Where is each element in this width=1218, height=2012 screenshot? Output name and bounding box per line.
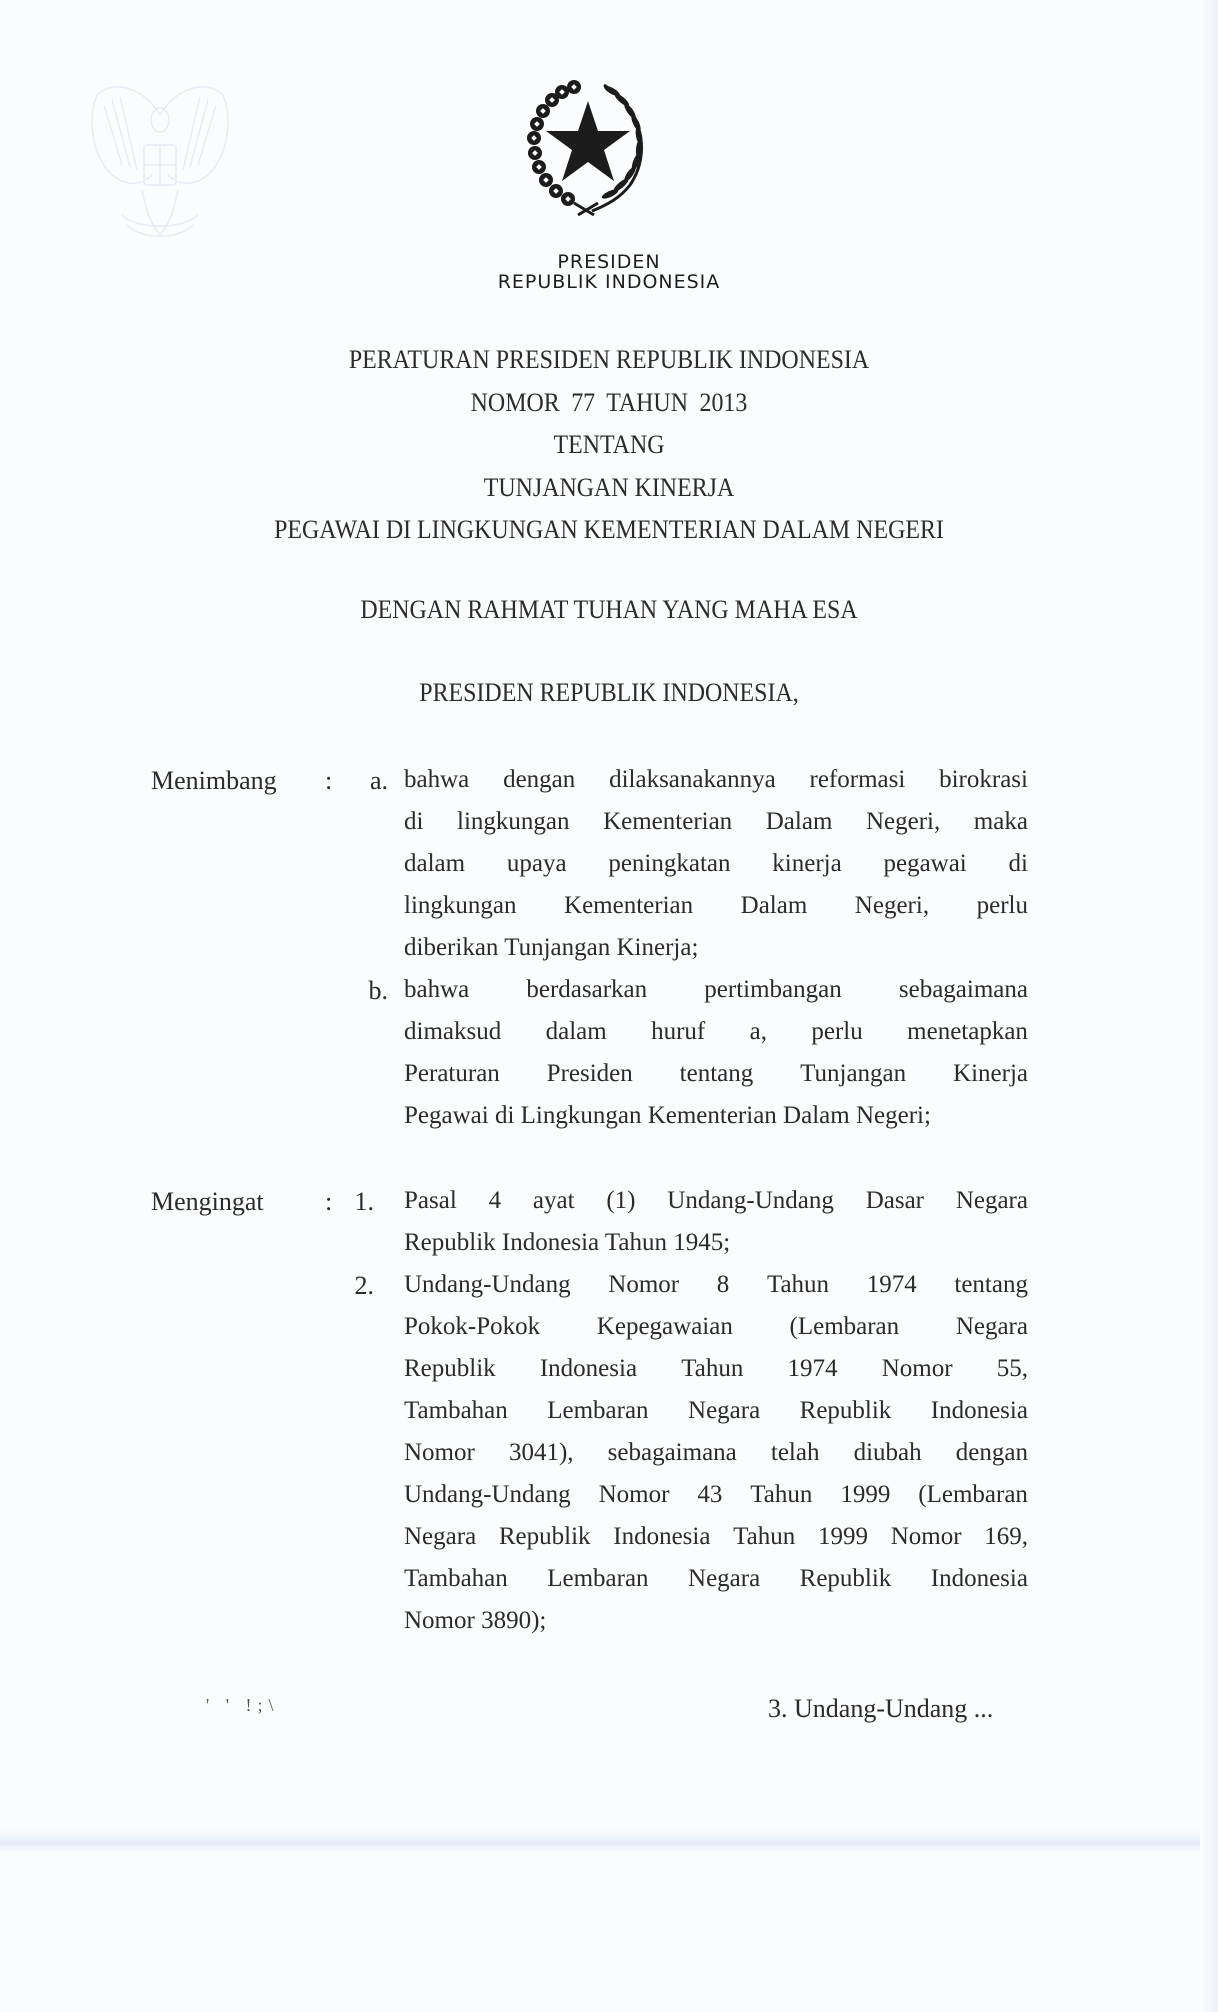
word: Indonesia [930,1397,1028,1424]
word: Negeri, [854,892,930,919]
word: upaya [506,850,567,877]
word: Kementerian [603,808,733,835]
regulation-tentang: TENTANG [553,430,665,459]
word: Republik [799,1565,892,1592]
word: Tahun [766,1271,830,1298]
mengingat-item-2-line [404,1355,1028,1383]
word: Indonesia [539,1355,638,1382]
word: maka [973,808,1028,835]
word: lingkungan [404,892,517,919]
word: Negara [404,1523,477,1550]
regulation-subject-line2: PEGAWAI DI LINGKUNGAN KEMENTERIAN DALAM NEGERI [274,515,944,544]
scan-artifact-band [0,1830,1200,1852]
word: tentang [679,1060,754,1087]
text-line: Pegawai di Lingkungan Kementerian Dalam Negeri; [404,1102,931,1129]
word: tentang [954,1271,1028,1298]
word: perlu [811,1018,863,1045]
word: Republik [799,1397,892,1424]
continuation-catchword: 3. Undang-Undang ... [768,1694,994,1723]
mengingat-item-2-line [404,1271,1028,1299]
word: 3041), [508,1439,574,1466]
word: 55, [996,1355,1028,1382]
mengingat-item-1-line [404,1187,1028,1215]
word: bahwa [404,766,470,793]
mengingat-colon: : [325,1187,333,1216]
word: berdasarkan [526,976,648,1003]
mengingat-label: Mengingat [151,1187,264,1216]
menimbang-item-a-line [404,808,1028,836]
word: pertimbangan [704,976,842,1003]
word: birokrasi [939,766,1028,793]
word: Lembaran [547,1565,649,1592]
word: Presiden [546,1060,633,1087]
word: Tahun [733,1523,796,1550]
text-line: Republik Indonesia Tahun 1945; [404,1229,731,1256]
menimbang-item-b-line [404,1102,1028,1130]
word: Dalam [765,808,833,835]
word: di [404,808,424,835]
mengingat-item-1-marker: 1. [354,1187,374,1216]
menimbang-item-b-line [404,976,1028,1004]
word: dengan [955,1439,1028,1466]
word: Indonesia [613,1523,711,1550]
word: Undang-Undang [404,1271,571,1298]
word: huruf [651,1018,706,1045]
word: Republik [498,1523,591,1550]
word: Negara [955,1313,1028,1340]
word: Negara [688,1397,761,1424]
word: Nomor [890,1523,962,1550]
text-line: Nomor 3890); [404,1607,547,1634]
presidential-seal-star-wreath-icon [512,73,662,219]
menimbang-label: Menimbang [151,766,277,795]
word: 169, [984,1523,1028,1550]
word: 43 [697,1481,723,1508]
regulation-subject-line1: TUNJANGAN KINERJA [483,473,735,502]
mengingat-item-2-line [404,1607,1028,1635]
word: dimaksud [404,1018,502,1045]
word: Nomor [598,1481,670,1508]
word: Negeri, [865,808,941,835]
regulation-title: PERATURAN PRESIDEN REPUBLIK INDONESIA [348,345,870,374]
word: (Lembaran [918,1481,1028,1508]
word: lingkungan [457,808,570,835]
mengingat-item-2-line [404,1523,1028,1551]
word: Undang-Undang [404,1481,571,1508]
menimbang-item-b-line [404,1060,1028,1088]
word: Nomor [404,1439,475,1466]
word: Kinerja [953,1060,1028,1087]
mengingat-item-2-line [404,1481,1028,1509]
menimbang-colon: : [325,766,333,795]
word: dalam [545,1018,607,1045]
word: Nomor [881,1355,953,1382]
word: dalam [404,850,466,877]
word: 8 [716,1271,730,1298]
garuda-pancasila-watermark-icon [82,75,238,245]
word: telah [770,1439,820,1466]
word: Peraturan [404,1060,500,1087]
invocation: DENGAN RAHMAT TUHAN YANG MAHA ESA [360,595,858,624]
menimbang-item-b-marker: b. [368,976,388,1005]
menimbang-item-a-line [404,892,1028,920]
word: ayat [532,1187,575,1214]
word: perlu [976,892,1028,919]
word: dengan [503,766,576,793]
word: peningkatan [608,850,731,877]
scan-edge-shadow [1202,0,1218,2012]
mengingat-item-2-line [404,1439,1028,1467]
word: 1999 [817,1523,868,1550]
word: 4 [488,1187,502,1214]
word: Tahun [681,1355,744,1382]
word: Dasar [865,1187,925,1214]
word: dilaksanakannya [609,766,776,793]
word: Lembaran [547,1397,649,1424]
word: pegawai [883,850,967,877]
word: a, [749,1018,767,1045]
text-line: diberikan Tunjangan Kinerja; [404,934,699,961]
word: Dalam [740,892,808,919]
word: (1) [606,1187,636,1214]
menimbang-item-a-line [404,850,1028,878]
word: Tunjangan [800,1060,907,1087]
word: Kementerian [564,892,694,919]
word: Tambahan [404,1397,508,1424]
menimbang-item-a-line [404,766,1028,794]
word: (Lembaran [789,1313,900,1340]
mengingat-item-2-marker: 2. [354,1271,374,1300]
word: Undang-Undang [667,1187,834,1214]
word: bahwa [404,976,470,1003]
word: Tahun [750,1481,813,1508]
word: 1974 [866,1271,917,1298]
word: sebagaimana [898,976,1028,1003]
word: di [1008,850,1028,877]
word: Indonesia [930,1565,1028,1592]
word: Pokok-Pokok [404,1313,541,1340]
word: Republik [404,1355,496,1382]
menimbang-item-b-line [404,1018,1028,1046]
letterhead-presiden: PRESIDEN [557,251,661,273]
issuer-heading: PRESIDEN REPUBLIK INDONESIA, [419,678,799,707]
mengingat-item-2-line [404,1313,1028,1341]
menimbang-item-a-line [404,934,1028,962]
word: 1999 [840,1481,891,1508]
mengingat-item-2-line [404,1397,1028,1425]
word: kinerja [772,850,842,877]
mengingat-item-1-line [404,1229,1028,1257]
word: menetapkan [907,1018,1028,1045]
page-stamp-mark: ' ' !;\ [206,1695,280,1715]
word: Pasal [404,1187,457,1214]
word: 1974 [787,1355,838,1382]
letterhead-republik-indonesia: REPUBLIK INDONESIA [497,271,721,293]
menimbang-item-a-marker: a. [369,766,388,795]
word: Negara [688,1565,761,1592]
regulation-number: NOMOR 77 TAHUN 2013 [470,388,748,417]
mengingat-item-2-line [404,1565,1028,1593]
word: Tambahan [404,1565,508,1592]
word: reformasi [809,766,906,793]
word: Kepegawaian [596,1313,733,1340]
word: sebagaimana [607,1439,737,1466]
word: Negara [955,1187,1028,1214]
word: diubah [853,1439,922,1466]
word: Nomor [608,1271,680,1298]
